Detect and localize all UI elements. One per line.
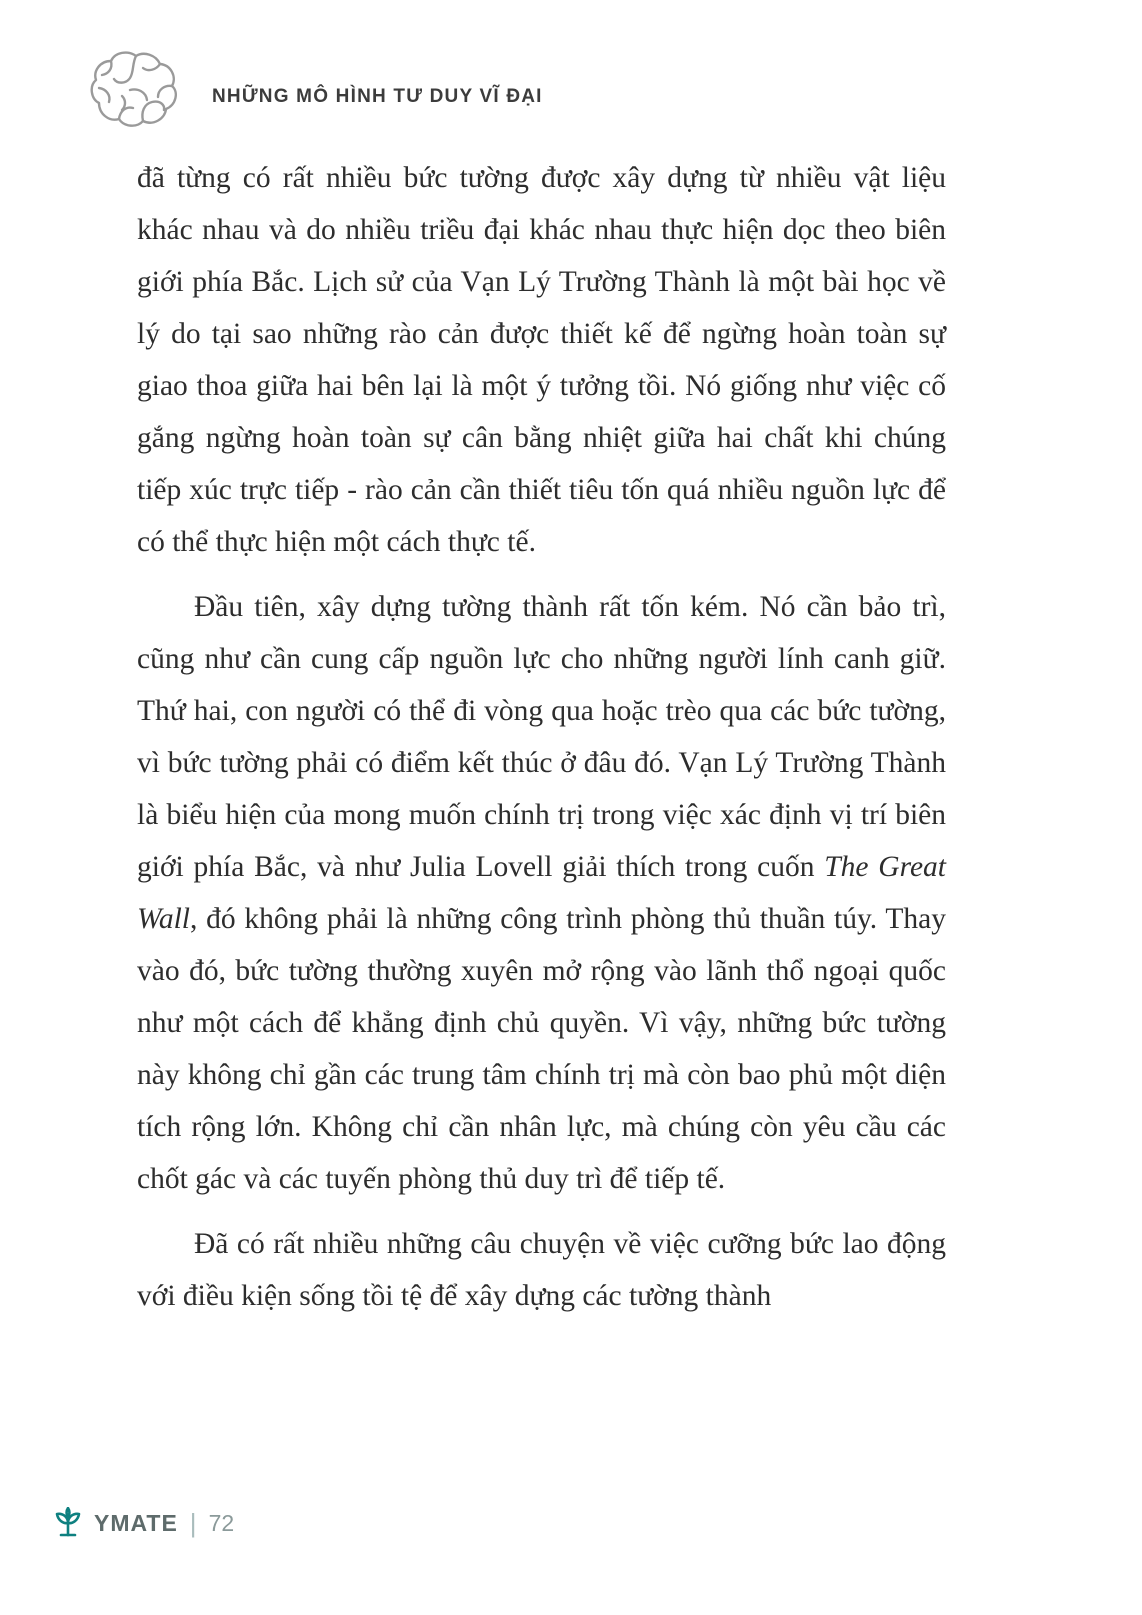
paragraph-2-text: Đầu tiên, xây dựng tường thành rất tốn kém. Nó cần bảo trì, cũng như cần cung cấp nguồn lực cho những người lính canh giữ. Thứ hai, con người có thể đi vòng qua hoặc trèo qua các bức tường, vì bức tường phải có điểm kết thúc ở đâu đó. Vạn Lý Trường Thành là biểu hiện của mong muốn chính trị trong việc xác định vị trí biên giới phía Bắc, và như Julia Lovell giải thích trong cuốn [137, 591, 946, 883]
footer-brand: YMATE [94, 1509, 178, 1536]
ymate-logo-icon [52, 1507, 84, 1539]
paragraph-1: đã từng có rất nhiều bức tường được xây dựng từ nhiều vật liệu khác nhau và do nhiều triều đại khác nhau thực hiện dọc theo biên giới phía Bắc. Lịch sử của Vạn Lý Trường Thành là một bài học về lý do tại sao những rào cản được thiết kế để ngừng hoàn toàn sự giao thoa giữa hai bên lại là một ý tưởng tồi. Nó giống như việc cố gắng ngừng hoàn toàn sự cân bằng nhiệt giữa hai chất khi chúng tiếp xúc trực tiếp - rào cản cần thiết tiêu tốn quá nhiều nguồn lực để có thể thực hiện một cách thực tế. [137, 162, 946, 558]
page-title: NHỮNG MÔ HÌNH TƯ DUY VĨ ĐẠI [212, 86, 543, 107]
footer-separator: | [189, 1507, 197, 1538]
page-body [137, 152, 946, 1335]
paragraph-2 [137, 581, 946, 1205]
paragraph-2-text: , đó không phải là những công trình phòng thủ thuần túy. Thay vào đó, bức tường thường xuyên mở rộng vào lãnh thổ ngoại quốc như một cách để khẳng định chủ quyền. Vì vậy, những bức tường này không chỉ gần các trung tâm chính trị mà còn bao phủ một diện tích rộng lớn. Không chỉ cần nhân lực, mà chúng còn yêu cầu các chốt gác và các tuyến phòng thủ duy trì để tiếp tế. [137, 903, 946, 1195]
paragraph-3: Đã có rất nhiều những câu chuyện về việc cưỡng bức lao động với điều kiện sống tồi tệ để xây dựng các tường thành [137, 1228, 946, 1312]
book-title-italic: The Great Wall [137, 851, 946, 935]
page-number: 72 [208, 1509, 235, 1536]
brain-icon [86, 48, 186, 132]
page-header [86, 48, 543, 132]
page-footer [52, 1507, 234, 1539]
